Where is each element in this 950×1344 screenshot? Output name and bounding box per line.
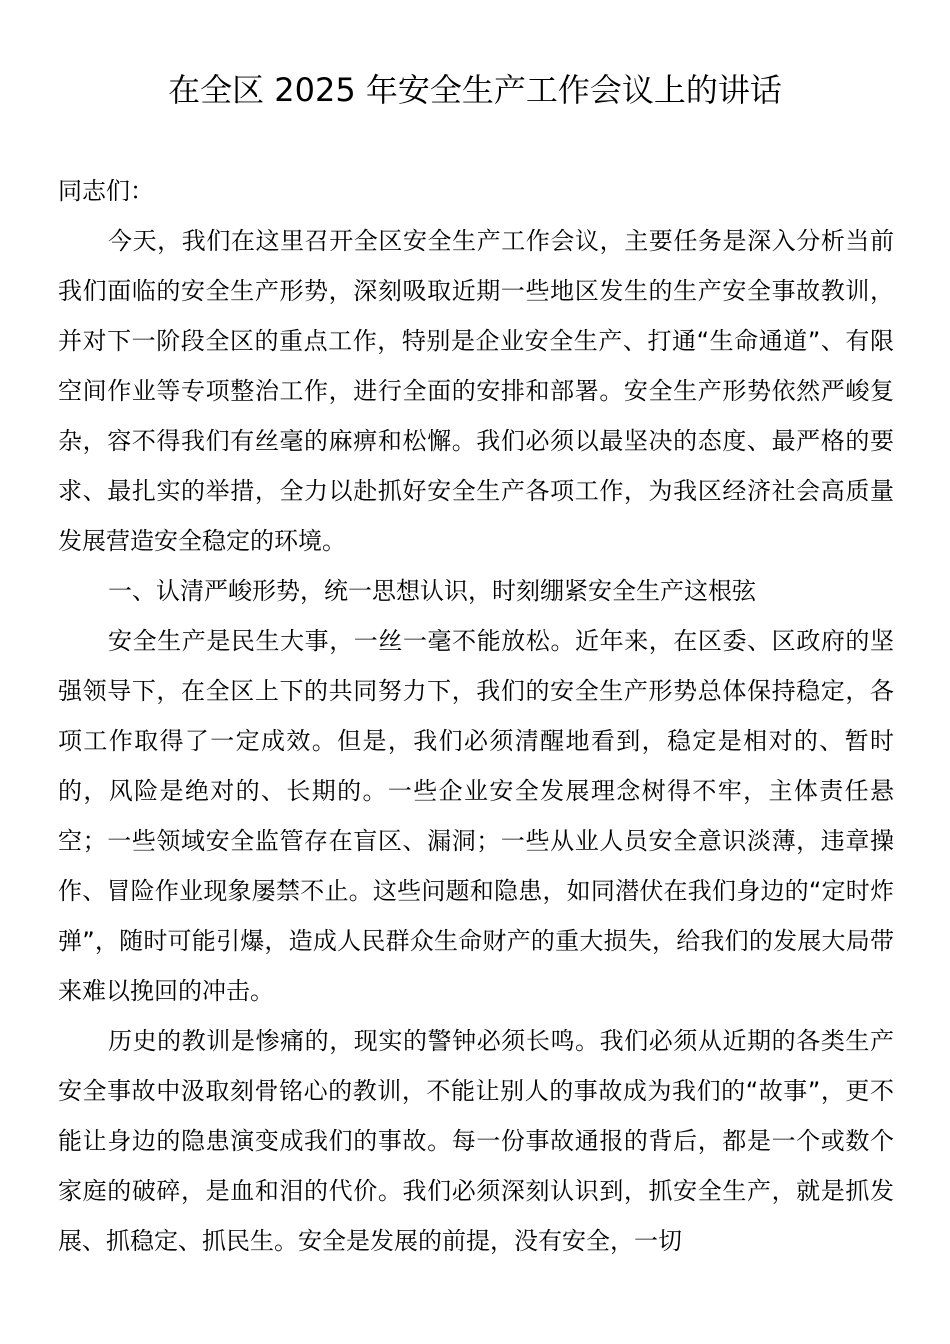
- document-body: [58, 166, 894, 1266]
- paragraph-lessons: 历史的教训是惨痛的，现实的警钟必须长鸣。我们必须从近期的各类生产安全事故中汲取刻骨铭心的教训，不能让别人的事故成为我们的“故事”，更不能让身边的隐患演变成我们的事故。每一份事故通报的背后，都是一个或数个家庭的破碎，是血和泪的代价。我们必须深刻认识到，抓安全生产，就是抓发展、抓稳定、抓民生。安全是发展的前提，没有安全，一切: [58, 1027, 894, 1255]
- paragraph-situation: 安全生产是民生大事，一丝一毫不能放松。近年来，在区委、区政府的坚强领导下，在全区上下的共同努力下，我们的安全生产形势总体保持稳定，各项工作取得了一定成效。但是，我们必须清醒地看到，稳定是相对的、暂时的，风险是绝对的、长期的。一些企业安全发展理念树得不牢，主体责任悬空；一些领域安全监管存在盲区、漏洞；一些从业人员安全意识淡薄，违章操作、冒险作业现象屡禁不止。这些问题和隐患，如同潜伏在我们身边的“定时炸弹”，随时可能引爆，造成人民群众生命财产的重大损失，给我们的发展大局带来难以挽回的冲击。: [58, 627, 894, 1005]
- salutation: 同志们：: [58, 177, 154, 205]
- section-heading: 一、认清严峻形势，统一思想认识，时刻绷紧安全生产这根弦: [108, 577, 756, 605]
- paragraph-intro: 今天，我们在这里召开全区安全生产工作会议，主要任务是深入分析当前我们面临的安全生产形势，深刻吸取近期一些地区发生的生产安全事故教训，并对下一阶段全区的重点工作，特别是企业安全生产、打通“生命通道”、有限空间作业等专项整治工作，进行全面的安排和部署。安全生产形势依然严峻复杂，容不得我们有丝毫的麻痹和松懈。我们必须以最坚决的态度、最严格的要求、最扎实的举措，全力以赴抓好安全生产各项工作，为我区经济社会高质量发展营造安全稳定的环境。: [58, 227, 894, 555]
- document-title: 在全区 2025 年安全生产工作会议上的讲话: [168, 71, 782, 109]
